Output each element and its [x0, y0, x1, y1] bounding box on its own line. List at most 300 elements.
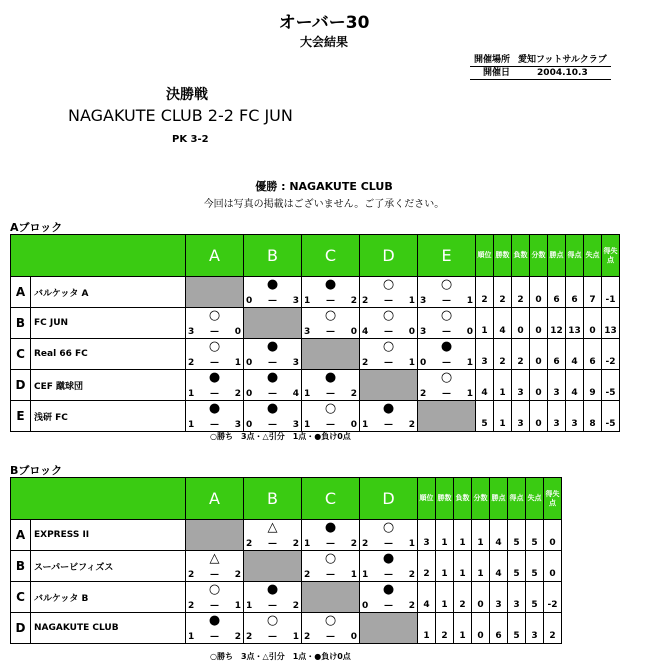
header-row	[11, 235, 620, 277]
goals-for: 0	[246, 358, 253, 368]
result-symbol: ●	[266, 339, 279, 354]
match-result-cell	[302, 551, 360, 582]
column-header: C	[302, 235, 360, 277]
score-dash: —	[384, 570, 393, 580]
stat-cell: 4	[490, 551, 508, 582]
winner-text: 優勝 : NAGAKUTE CLUB	[255, 180, 393, 193]
goals-against: 0	[350, 420, 357, 430]
score-dash: —	[210, 389, 219, 399]
result-symbol: ●	[266, 370, 279, 385]
stat-header: 勝点	[548, 235, 566, 277]
result-symbol: ●	[440, 339, 453, 354]
notice-text: 今回は写真の掲載はございません。ご了承ください。	[203, 199, 445, 210]
goals-against: 2	[350, 389, 357, 399]
stat-cell: 6	[548, 277, 566, 308]
match-score	[246, 421, 299, 430]
score-dash: —	[442, 389, 451, 399]
score-dash: —	[326, 539, 335, 549]
self-match-cell	[186, 520, 244, 551]
score-dash: —	[384, 327, 393, 337]
goals-against: 2	[234, 632, 241, 642]
match-result-cell	[302, 520, 360, 551]
match-result-cell	[302, 277, 360, 308]
stat-cell: 0	[512, 308, 530, 339]
match-score	[362, 421, 415, 430]
goals-against: 1	[466, 389, 473, 399]
result-symbol: ●	[324, 370, 337, 385]
row-id: C	[11, 339, 31, 370]
score-dash: —	[384, 601, 393, 611]
result-symbol: △	[267, 520, 278, 535]
stat-cell: 0	[544, 551, 562, 582]
goals-against: 2	[408, 570, 415, 580]
stat-cell: 13	[566, 308, 584, 339]
stat-cell: 6	[490, 613, 508, 644]
match-result-cell	[244, 613, 302, 644]
result-symbol: ●	[382, 582, 395, 597]
goals-against: 2	[234, 570, 241, 580]
goals-for: 1	[304, 539, 311, 549]
stat-cell: 3	[490, 582, 508, 613]
stat-cell: 1	[436, 520, 454, 551]
result-symbol: ○	[382, 520, 395, 535]
match-result-cell	[186, 339, 244, 370]
goals-for: 2	[304, 570, 311, 580]
row-id: D	[11, 613, 31, 644]
match-result-cell	[418, 370, 476, 401]
venue-value: 愛知フットサルクラブ	[514, 54, 611, 67]
date-label: 開催日	[470, 67, 514, 80]
result-symbol: ○	[382, 339, 395, 354]
self-match-cell	[360, 613, 418, 644]
stat-header: 負数	[512, 235, 530, 277]
stat-cell: 0	[530, 308, 548, 339]
stat-cell: 0	[530, 339, 548, 370]
result-symbol: ●	[382, 551, 395, 566]
match-score	[420, 297, 473, 306]
stat-header: 順位	[476, 235, 494, 277]
goals-for: 1	[188, 389, 195, 399]
stat-cell: 1	[436, 551, 454, 582]
stat-cell: 3	[512, 401, 530, 432]
goals-for: 2	[188, 601, 195, 611]
result-symbol: ●	[266, 277, 279, 292]
team-name: バルケッタ B	[31, 582, 186, 613]
match-result-cell	[186, 370, 244, 401]
table-row	[11, 277, 620, 308]
match-score	[246, 602, 299, 611]
match-result-cell	[302, 370, 360, 401]
score-dash: —	[442, 296, 451, 306]
result-symbol: ●	[324, 277, 337, 292]
stat-cell: 3	[512, 370, 530, 401]
goals-for: 0	[246, 420, 253, 430]
match-result-cell	[186, 308, 244, 339]
goals-against: 1	[234, 601, 241, 611]
match-result-cell	[302, 308, 360, 339]
self-match-cell	[186, 277, 244, 308]
team-name: FC JUN	[31, 308, 186, 339]
stat-header: 分数	[530, 235, 548, 277]
block-b-legend: ○勝ち 3点・△引分 1点・●負け0点	[210, 652, 351, 661]
event-info	[470, 54, 611, 80]
result-symbol: ●	[382, 401, 395, 416]
goals-for: 2	[362, 296, 369, 306]
table-row	[11, 520, 562, 551]
stat-cell: 1	[418, 613, 436, 644]
page-subtitle: 大会結果	[299, 35, 348, 49]
match-score	[304, 571, 357, 580]
result-symbol: ○	[266, 613, 279, 628]
goals-against: 2	[350, 539, 357, 549]
match-score	[188, 328, 241, 337]
match-score	[246, 297, 299, 306]
goals-for: 0	[246, 296, 253, 306]
stat-cell: 4	[494, 308, 512, 339]
match-score	[304, 633, 357, 642]
match-result-cell	[244, 582, 302, 613]
stat-cell: 6	[548, 339, 566, 370]
row-id: A	[11, 277, 31, 308]
goals-for: 0	[420, 358, 427, 368]
match-score	[362, 297, 415, 306]
stat-header: 分数	[472, 478, 490, 520]
row-id: D	[11, 370, 31, 401]
match-score	[362, 571, 415, 580]
stat-cell: 2	[494, 339, 512, 370]
goals-against: 2	[234, 389, 241, 399]
score-dash: —	[268, 601, 277, 611]
stat-cell: 6	[566, 277, 584, 308]
goals-for: 3	[304, 327, 311, 337]
stat-cell: 5	[526, 551, 544, 582]
stat-cell: 1	[494, 370, 512, 401]
match-result-cell	[418, 277, 476, 308]
goals-against: 0	[350, 632, 357, 642]
match-score	[246, 390, 299, 399]
team-name: 浅研 FC	[31, 401, 186, 432]
goals-for: 4	[362, 327, 369, 337]
score-dash: —	[268, 389, 277, 399]
goals-for: 3	[420, 296, 427, 306]
result-symbol: ●	[266, 401, 279, 416]
stat-cell: 8	[584, 401, 602, 432]
match-score	[304, 328, 357, 337]
stat-cell: 1	[454, 551, 472, 582]
score-dash: —	[326, 296, 335, 306]
stat-cell: -2	[602, 339, 620, 370]
stat-cell: 2	[436, 613, 454, 644]
match-score	[304, 540, 357, 549]
match-score	[188, 602, 241, 611]
goals-for: 2	[420, 389, 427, 399]
stat-cell: -1	[602, 277, 620, 308]
goals-against: 1	[466, 296, 473, 306]
goals-for: 2	[188, 570, 195, 580]
goals-against: 3	[234, 420, 241, 430]
goals-against: 3	[292, 358, 299, 368]
stat-cell: 2	[512, 339, 530, 370]
stat-cell: 0	[530, 370, 548, 401]
goals-against: 1	[408, 358, 415, 368]
match-result-cell	[186, 582, 244, 613]
stat-cell: 1	[472, 551, 490, 582]
match-result-cell	[244, 401, 302, 432]
score-dash: —	[326, 389, 335, 399]
stat-cell: 5	[508, 520, 526, 551]
row-id: E	[11, 401, 31, 432]
stat-header: 勝数	[494, 235, 512, 277]
result-symbol: ○	[382, 277, 395, 292]
score-dash: —	[442, 327, 451, 337]
team-name: スーパービフィズス	[31, 551, 186, 582]
table-row	[11, 370, 620, 401]
goals-against: 1	[408, 539, 415, 549]
stat-cell: 1	[472, 520, 490, 551]
stat-header: 順位	[418, 478, 436, 520]
goals-against: 1	[350, 570, 357, 580]
stat-header: 負数	[454, 478, 472, 520]
stat-cell: 1	[454, 613, 472, 644]
result-symbol: ●	[324, 520, 337, 535]
result-symbol: ○	[382, 308, 395, 323]
stat-cell: 5	[476, 401, 494, 432]
match-result-cell	[186, 613, 244, 644]
goals-for: 2	[246, 539, 253, 549]
stat-header: 得点	[508, 478, 526, 520]
goals-against: 2	[292, 601, 299, 611]
score-dash: —	[326, 632, 335, 642]
score-dash: —	[210, 632, 219, 642]
match-result-cell	[302, 401, 360, 432]
column-header: A	[186, 235, 244, 277]
match-result-cell	[360, 520, 418, 551]
stat-cell: 1	[436, 582, 454, 613]
match-score	[362, 359, 415, 368]
final-score: NAGAKUTE CLUB 2-2 FC JUN	[68, 106, 293, 125]
match-result-cell	[360, 401, 418, 432]
match-score	[304, 390, 357, 399]
stat-header: 勝数	[436, 478, 454, 520]
result-symbol: ●	[208, 613, 221, 628]
goals-against: 0	[350, 327, 357, 337]
match-score	[304, 421, 357, 430]
stat-cell: 2	[512, 277, 530, 308]
block-a-title: Aブロック	[10, 221, 63, 234]
goals-against: 0	[408, 327, 415, 337]
goals-for: 0	[246, 389, 253, 399]
stat-cell: 1	[476, 308, 494, 339]
match-result-cell	[360, 308, 418, 339]
stat-cell: 0	[584, 308, 602, 339]
stat-cell: 3	[548, 370, 566, 401]
goals-for: 1	[304, 296, 311, 306]
goals-against: 2	[292, 539, 299, 549]
goals-against: 2	[408, 601, 415, 611]
match-result-cell	[186, 401, 244, 432]
stat-cell: -5	[602, 370, 620, 401]
stat-cell: 2	[454, 582, 472, 613]
goals-for: 3	[188, 327, 195, 337]
match-score	[362, 328, 415, 337]
stat-cell: 4	[418, 582, 436, 613]
stat-cell: 5	[526, 520, 544, 551]
result-symbol: ○	[208, 582, 221, 597]
score-dash: —	[384, 420, 393, 430]
result-symbol: ○	[324, 613, 337, 628]
stat-cell: 1	[454, 520, 472, 551]
result-symbol: ○	[440, 370, 453, 385]
score-dash: —	[442, 358, 451, 368]
goals-for: 1	[188, 632, 195, 642]
header-corner	[11, 478, 186, 520]
match-score	[188, 571, 241, 580]
goals-for: 1	[362, 570, 369, 580]
result-symbol: ●	[208, 370, 221, 385]
stat-cell: 7	[584, 277, 602, 308]
block-table-1	[10, 477, 562, 644]
score-dash: —	[326, 327, 335, 337]
goals-against: 1	[234, 358, 241, 368]
score-dash: —	[384, 539, 393, 549]
match-score	[420, 359, 473, 368]
match-result-cell	[360, 551, 418, 582]
result-symbol: ●	[208, 401, 221, 416]
match-score	[188, 390, 241, 399]
stat-cell: 6	[584, 339, 602, 370]
score-dash: —	[268, 296, 277, 306]
stat-cell: 2	[544, 613, 562, 644]
stat-header: 失点	[584, 235, 602, 277]
stat-header: 得失点	[544, 478, 562, 520]
stat-cell: 3	[508, 582, 526, 613]
goals-against: 3	[292, 420, 299, 430]
table-row	[11, 339, 620, 370]
team-name: Real 66 FC	[31, 339, 186, 370]
stat-cell: 3	[476, 339, 494, 370]
column-header: C	[302, 478, 360, 520]
stat-cell: 13	[602, 308, 620, 339]
stat-cell: 9	[584, 370, 602, 401]
match-result-cell	[360, 582, 418, 613]
match-score	[420, 390, 473, 399]
row-id: B	[11, 308, 31, 339]
column-header: D	[360, 235, 418, 277]
stat-cell: 0	[530, 277, 548, 308]
stat-cell: 0	[472, 613, 490, 644]
goals-for: 1	[188, 420, 195, 430]
match-result-cell	[418, 308, 476, 339]
team-name: NAGAKUTE CLUB	[31, 613, 186, 644]
match-result-cell	[418, 339, 476, 370]
match-result-cell	[360, 339, 418, 370]
score-dash: —	[268, 358, 277, 368]
result-symbol: ○	[440, 308, 453, 323]
table-row	[11, 401, 620, 432]
match-score	[188, 359, 241, 368]
goals-for: 1	[304, 389, 311, 399]
stat-cell: 3	[526, 613, 544, 644]
match-result-cell	[302, 613, 360, 644]
match-score	[362, 540, 415, 549]
table-row	[11, 308, 620, 339]
stat-cell: 0	[544, 520, 562, 551]
goals-against: 4	[292, 389, 299, 399]
result-symbol: ○	[208, 308, 221, 323]
goals-against: 1	[292, 632, 299, 642]
score-dash: —	[210, 358, 219, 368]
score-dash: —	[384, 296, 393, 306]
column-header: A	[186, 478, 244, 520]
score-dash: —	[210, 601, 219, 611]
result-symbol: ○	[208, 339, 221, 354]
stat-cell: 0	[472, 582, 490, 613]
self-match-cell	[418, 401, 476, 432]
goals-for: 3	[420, 327, 427, 337]
match-score	[246, 359, 299, 368]
team-name: EXPRESS II	[31, 520, 186, 551]
goals-for: 2	[304, 632, 311, 642]
stat-cell: 12	[548, 308, 566, 339]
score-dash: —	[268, 420, 277, 430]
column-header: D	[360, 478, 418, 520]
result-symbol: ○	[324, 551, 337, 566]
final-label: 決勝戦	[166, 87, 208, 103]
goals-for: 0	[362, 601, 369, 611]
score-dash: —	[210, 420, 219, 430]
column-header: E	[418, 235, 476, 277]
stat-cell: 0	[530, 401, 548, 432]
match-result-cell	[244, 277, 302, 308]
score-dash: —	[268, 632, 277, 642]
column-header: B	[244, 235, 302, 277]
stat-cell: 4	[566, 370, 584, 401]
team-name: CEF 蹴球団	[31, 370, 186, 401]
stat-cell: 2	[494, 277, 512, 308]
self-match-cell	[302, 339, 360, 370]
stat-cell: 4	[490, 520, 508, 551]
column-header: B	[244, 478, 302, 520]
stat-cell: 3	[418, 520, 436, 551]
match-result-cell	[244, 339, 302, 370]
block-table-0	[10, 234, 620, 432]
match-score	[188, 633, 241, 642]
result-symbol: ○	[324, 401, 337, 416]
match-score	[362, 602, 415, 611]
score-dash: —	[210, 327, 219, 337]
match-score	[246, 540, 299, 549]
date-value: 2004.10.3	[514, 67, 611, 80]
table-row	[11, 613, 562, 644]
table-row	[11, 551, 562, 582]
goals-for: 1	[362, 420, 369, 430]
result-symbol: ●	[266, 582, 279, 597]
match-result-cell	[360, 277, 418, 308]
result-symbol: ○	[324, 308, 337, 323]
self-match-cell	[244, 308, 302, 339]
stat-cell: 4	[476, 370, 494, 401]
self-match-cell	[360, 370, 418, 401]
self-match-cell	[302, 582, 360, 613]
match-result-cell	[186, 551, 244, 582]
stat-cell: 5	[508, 551, 526, 582]
stat-cell: 2	[418, 551, 436, 582]
score-dash: —	[326, 420, 335, 430]
page-title: オーバー30	[278, 13, 370, 33]
stat-cell: 5	[508, 613, 526, 644]
stat-header: 勝点	[490, 478, 508, 520]
row-id: C	[11, 582, 31, 613]
